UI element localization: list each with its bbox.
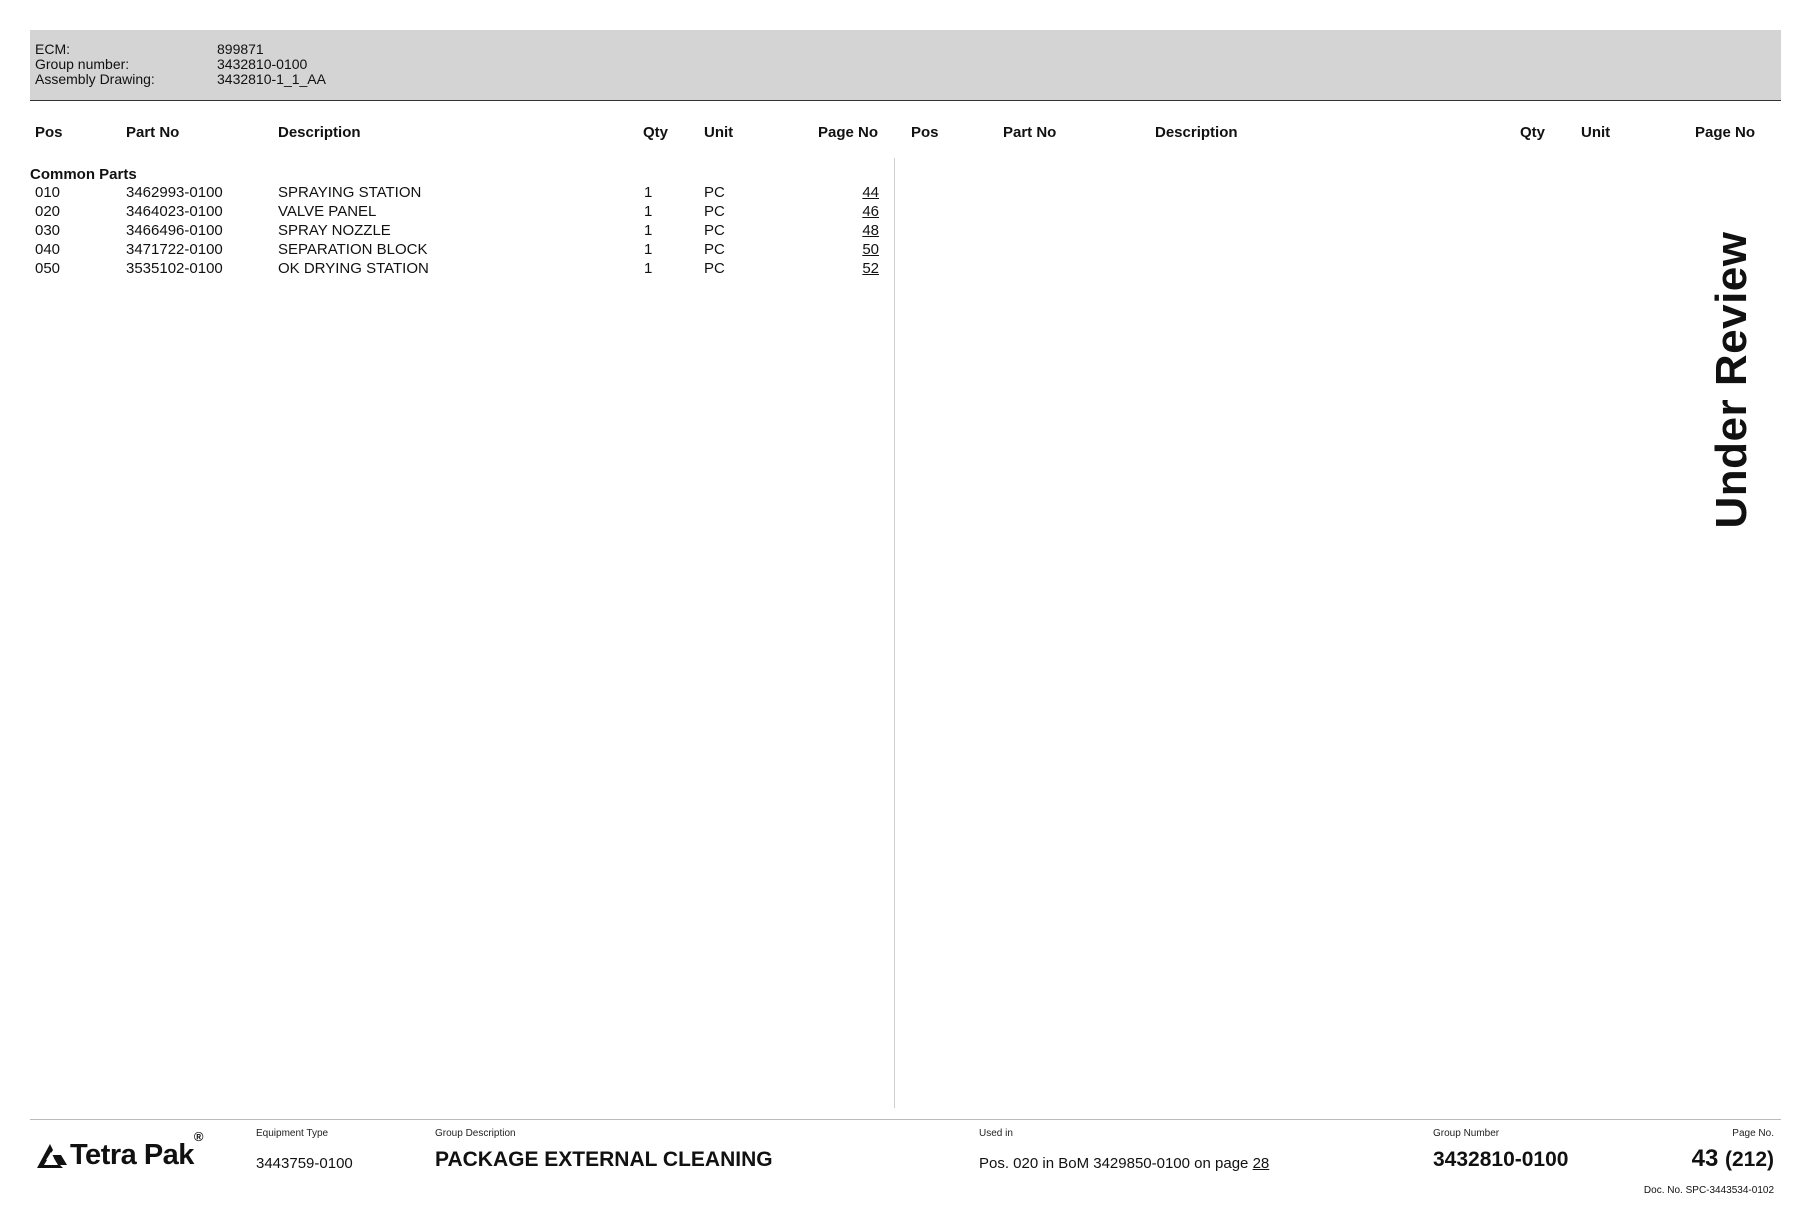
row-pos: 030 <box>35 222 61 239</box>
row-description: SEPARATION BLOCK <box>278 241 428 258</box>
col-header-qty-right: Qty <box>1520 124 1546 141</box>
footer-rule <box>30 1119 1781 1120</box>
group-description-value: PACKAGE EXTERNAL CLEANING <box>435 1148 773 1171</box>
equipment-type-label: Equipment Type <box>256 1128 329 1139</box>
row-page-link[interactable]: 50 <box>862 241 879 258</box>
tetra-pak-logo <box>34 1129 204 1172</box>
col-header-qty: Qty <box>643 124 669 141</box>
ecm-value: 899871 <box>217 41 264 57</box>
row-qty: 1 <box>644 241 653 258</box>
ecm-label: ECM: <box>35 41 70 57</box>
used-in-value <box>979 1155 1269 1172</box>
group-number-label: Group number: <box>35 56 130 72</box>
row-description: OK DRYING STATION <box>278 260 429 277</box>
col-header-part-no: Part No <box>126 124 180 141</box>
group-number-value: 3432810-0100 <box>217 56 308 72</box>
row-pos: 040 <box>35 241 61 258</box>
group-number-footer-label: Group Number <box>1433 1128 1500 1139</box>
page-number-current: 43 <box>1691 1145 1719 1172</box>
row-unit: PC <box>704 241 725 258</box>
document-number: Doc. No. SPC-3443534-0102 <box>1643 1185 1774 1196</box>
row-page-link[interactable]: 46 <box>862 203 879 220</box>
assembly-drawing-value: 3432810-1_1_AA <box>217 71 326 87</box>
table-row <box>0 222 900 241</box>
row-page-link[interactable]: 52 <box>862 260 879 277</box>
col-header-description-right: Description <box>1155 124 1238 141</box>
col-header-part-no-right: Part No <box>1003 124 1057 141</box>
row-part-no: 3535102-0100 <box>126 260 223 277</box>
row-description: SPRAYING STATION <box>278 184 422 201</box>
row-pos: 010 <box>35 184 61 201</box>
row-unit: PC <box>704 203 725 220</box>
row-part-no: 3466496-0100 <box>126 222 223 239</box>
tetra-pak-logo-icon <box>34 1141 70 1171</box>
col-header-unit: Unit <box>704 124 734 141</box>
row-qty: 1 <box>644 184 653 201</box>
page-number-total: (212) <box>1724 1148 1774 1171</box>
section-title: Common Parts <box>30 166 137 183</box>
col-header-page-no-right: Page No <box>1695 124 1756 141</box>
table-row <box>0 260 900 279</box>
logo-wordmark: Tetra Pak® <box>70 1129 204 1171</box>
table-row <box>0 184 900 203</box>
column-divider <box>894 158 895 1108</box>
header-band <box>30 30 1781 101</box>
row-unit: PC <box>704 260 725 277</box>
page-no-label: Page No. <box>1732 1128 1774 1139</box>
row-page-link[interactable]: 44 <box>862 184 879 201</box>
page-number <box>1692 1145 1774 1173</box>
group-number-footer-value: 3432810-0100 <box>1433 1148 1569 1171</box>
row-part-no: 3471722-0100 <box>126 241 223 258</box>
used-in-text: Pos. 020 in BoM 3429850-0100 on page <box>979 1155 1249 1172</box>
used-in-label: Used in <box>979 1128 1013 1139</box>
col-header-pos: Pos <box>35 124 63 141</box>
col-header-pos-right: Pos <box>911 124 939 141</box>
row-description: SPRAY NOZZLE <box>278 222 391 239</box>
row-description: VALVE PANEL <box>278 203 377 220</box>
row-part-no: 3464023-0100 <box>126 203 223 220</box>
equipment-type-value: 3443759-0100 <box>256 1155 353 1172</box>
row-page-link[interactable]: 48 <box>862 222 879 239</box>
col-header-unit-right: Unit <box>1581 124 1611 141</box>
row-part-no: 3462993-0100 <box>126 184 223 201</box>
row-qty: 1 <box>644 222 653 239</box>
row-unit: PC <box>704 184 725 201</box>
under-review-watermark: Under Review <box>1707 231 1756 529</box>
table-row <box>0 203 900 222</box>
assembly-drawing-label: Assembly Drawing: <box>35 71 155 87</box>
col-header-description: Description <box>278 124 361 141</box>
col-header-page-no: Page No <box>818 124 879 141</box>
group-description-label: Group Description <box>435 1128 516 1139</box>
row-qty: 1 <box>644 260 653 277</box>
table-row <box>0 241 900 260</box>
row-qty: 1 <box>644 203 653 220</box>
used-in-page-link[interactable]: 28 <box>1252 1155 1270 1172</box>
row-pos: 020 <box>35 203 61 220</box>
row-pos: 050 <box>35 260 61 277</box>
row-unit: PC <box>704 222 725 239</box>
